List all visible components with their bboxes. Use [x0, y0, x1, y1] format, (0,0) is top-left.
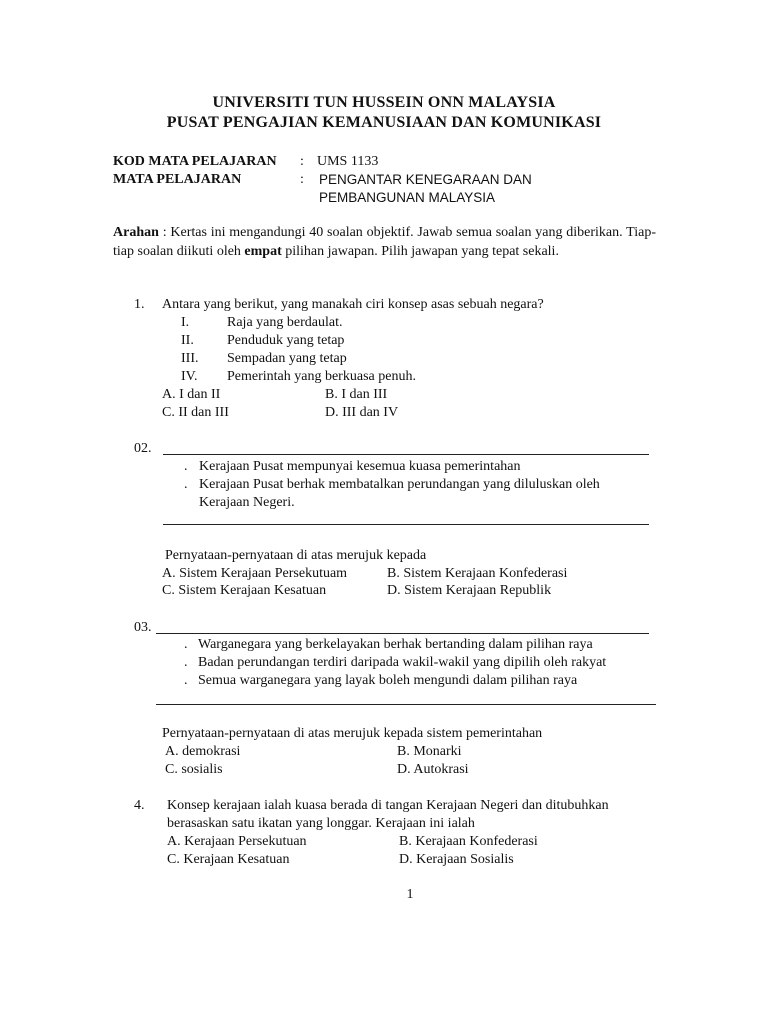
course-subject-line2: PEMBANGUNAN MALAYSIA	[319, 190, 496, 205]
q3-bullet-mark: .	[184, 637, 188, 652]
q1-option-a: A. I dan II	[162, 387, 221, 402]
centre-title: PUSAT PENGAJIAN KEMANUSIAAN DAN KOMUNIKASI	[166, 114, 602, 131]
q4-number: 4.	[134, 798, 145, 813]
q2-number: 02.	[134, 441, 152, 456]
q3-bullet-text: Warganegara yang berkelayakan berhak bertanding dalam pilihan raya	[198, 637, 593, 652]
q1-item-text: Pemerintah yang berkuasa penuh.	[227, 369, 416, 384]
instructions-text-2: pilihan jawapan. Pilih jawapan yang tepat sekali.	[281, 244, 559, 259]
q1-option-c: C. II dan III	[162, 405, 229, 420]
course-subject-separator: :	[300, 172, 304, 187]
q3-option-a: A. demokrasi	[165, 744, 241, 759]
q2-bullet-text-continued: Kerajaan Negeri.	[199, 495, 295, 510]
course-subject-line1: PENGANTAR KENEGARAAN DAN	[319, 172, 532, 187]
q3-number: 03.	[134, 620, 152, 635]
q1-item-numeral: I.	[181, 315, 190, 330]
course-code-separator: :	[300, 154, 304, 169]
q4-option-b: B. Kerajaan Konfederasi	[399, 834, 538, 849]
q1-text: Antara yang berikut, yang manakah ciri konsep asas sebuah negara?	[162, 297, 544, 312]
course-code-value: UMS 1133	[317, 154, 379, 169]
course-subject-label: MATA PELAJARAN	[113, 172, 242, 187]
q3-top-rule	[156, 633, 649, 634]
q4-option-c: C. Kerajaan Kesatuan	[167, 852, 290, 867]
q1-item-numeral: II.	[181, 333, 194, 348]
q4-option-a: A. Kerajaan Persekutuan	[167, 834, 307, 849]
instructions-label: Arahan	[113, 225, 159, 240]
instructions-text-1: Kertas ini mengandungi 40 soalan objektif. Jawab semua soalan yang diberikan. Tiap-tiap soalan diikuti oleh	[113, 225, 657, 259]
q3-stem: Pernyataan-pernyataan di atas merujuk kepada sistem pemerintahan	[162, 726, 543, 741]
q1-item-text: Penduduk yang tetap	[227, 333, 345, 348]
q1-item-numeral: III.	[181, 351, 199, 366]
instructions-colon: :	[158, 225, 171, 240]
page-number: 1	[406, 887, 414, 902]
q2-bullet-mark: .	[184, 459, 188, 474]
q3-bullet-text: Badan perundangan terdiri daripada wakil-wakil yang dipilih oleh rakyat	[198, 655, 607, 670]
course-code-label: KOD MATA PELAJARAN	[113, 154, 277, 169]
instructions-bold-word: empat	[244, 244, 282, 259]
q1-item-text: Sempadan yang tetap	[227, 351, 347, 366]
q3-option-d: D. Autokrasi	[397, 762, 469, 777]
q1-number: 1.	[134, 297, 145, 312]
q3-option-b: B. Monarki	[397, 744, 462, 759]
q4-text-line1: Konsep kerajaan ialah kuasa berada di tangan Kerajaan Negeri dan ditubuhkan	[167, 798, 609, 813]
q2-option-d: D. Sistem Kerajaan Republik	[387, 583, 552, 598]
instructions-paragraph	[113, 223, 656, 261]
q2-bullet-mark: .	[184, 477, 188, 492]
q2-top-rule	[163, 454, 649, 455]
q1-option-d: D. III dan IV	[325, 405, 399, 420]
q3-bottom-rule	[156, 704, 656, 705]
q2-bullet-text: Kerajaan Pusat mempunyai kesemua kuasa pemerintahan	[199, 459, 521, 474]
q2-bullet-text: Kerajaan Pusat berhak membatalkan perundangan yang diluluskan oleh	[199, 477, 600, 492]
q2-option-b: B. Sistem Kerajaan Konfederasi	[387, 566, 568, 581]
q4-text-line2: berasaskan satu ikatan yang longgar. Kerajaan ini ialah	[167, 816, 475, 831]
q1-item-text: Raja yang berdaulat.	[227, 315, 343, 330]
q1-option-b: B. I dan III	[325, 387, 388, 402]
q3-bullet-mark: .	[184, 655, 188, 670]
q3-bullet-text: Semua warganegara yang layak boleh mengundi dalam pilihan raya	[198, 673, 578, 688]
q3-option-c: C. sosialis	[165, 762, 223, 777]
q2-bottom-rule	[163, 524, 649, 525]
q2-stem: Pernyataan-pernyataan di atas merujuk kepada	[165, 548, 427, 563]
q2-option-a: A. Sistem Kerajaan Persekutuam	[162, 566, 348, 581]
q2-option-c: C. Sistem Kerajaan Kesatuan	[162, 583, 327, 598]
university-title: UNIVERSITI TUN HUSSEIN ONN MALAYSIA	[212, 94, 556, 111]
q1-item-numeral: IV.	[181, 369, 198, 384]
q3-bullet-mark: .	[184, 673, 188, 688]
q4-option-d: D. Kerajaan Sosialis	[399, 852, 514, 867]
